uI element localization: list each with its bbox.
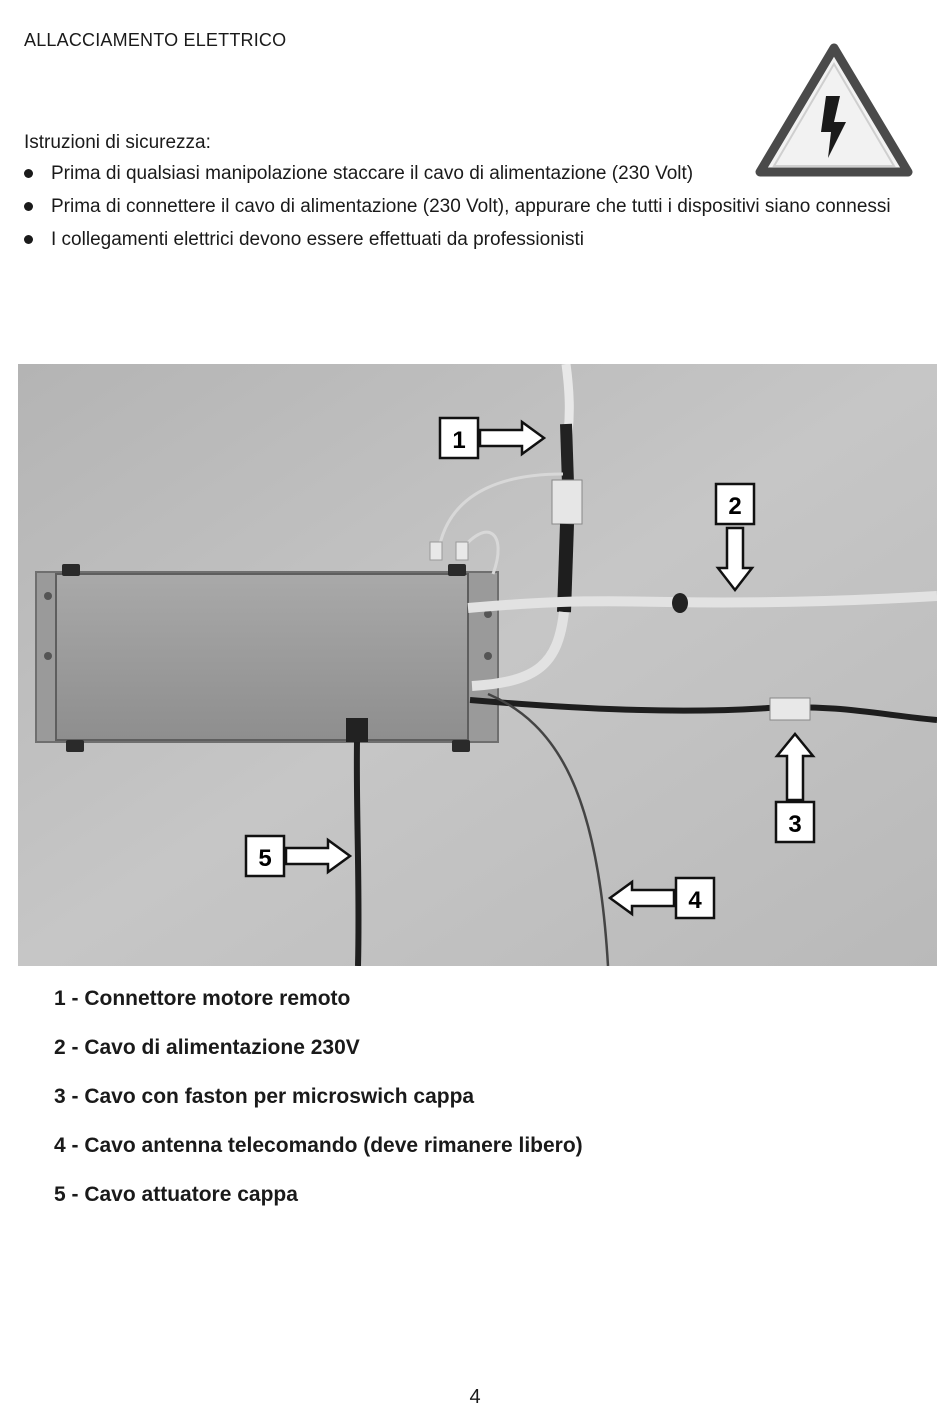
wiring-photo <box>18 364 937 966</box>
bullet-icon <box>24 202 33 211</box>
safety-item <box>24 162 894 186</box>
safety-item-text: Prima di connettere il cavo di alimentazione (230 Volt), appurare che tutti i dispositivi siano connessi <box>51 196 891 217</box>
safety-item-text: Prima di qualsiasi manipolazione staccare il cavo di alimentazione (230 Volt) <box>51 163 694 184</box>
callout-label: 1 <box>452 427 466 454</box>
legend-list <box>54 985 583 1230</box>
legend-item: 2 - Cavo di alimentazione 230V <box>54 1036 360 1059</box>
bullet-icon <box>24 235 33 244</box>
safety-item <box>24 228 894 252</box>
legend-item: 3 - Cavo con faston per microswich cappa <box>54 1085 475 1108</box>
callout-label: 4 <box>688 887 702 914</box>
legend-item: 1 - Connettore motore remoto <box>54 987 351 1010</box>
callout-label: 5 <box>258 845 272 872</box>
high-voltage-warning-icon <box>754 42 914 178</box>
legend-item: 5 - Cavo attuatore cappa <box>54 1183 298 1206</box>
safety-item-text: I collegamenti elettrici devono essere effettuati da professionisti <box>51 229 585 250</box>
page-number: 4 <box>469 1386 481 1408</box>
bullet-icon <box>24 169 33 178</box>
safety-item <box>24 195 894 219</box>
legend-item: 4 - Cavo antenna telecomando (deve rimanere libero) <box>54 1134 583 1157</box>
safety-list <box>24 162 894 261</box>
callout-label: 3 <box>788 811 802 838</box>
page-title: ALLACCIAMENTO ELETTRICO <box>24 30 287 50</box>
safety-heading: Istruzioni di sicurezza: <box>24 132 211 153</box>
callout-label: 2 <box>728 493 742 520</box>
